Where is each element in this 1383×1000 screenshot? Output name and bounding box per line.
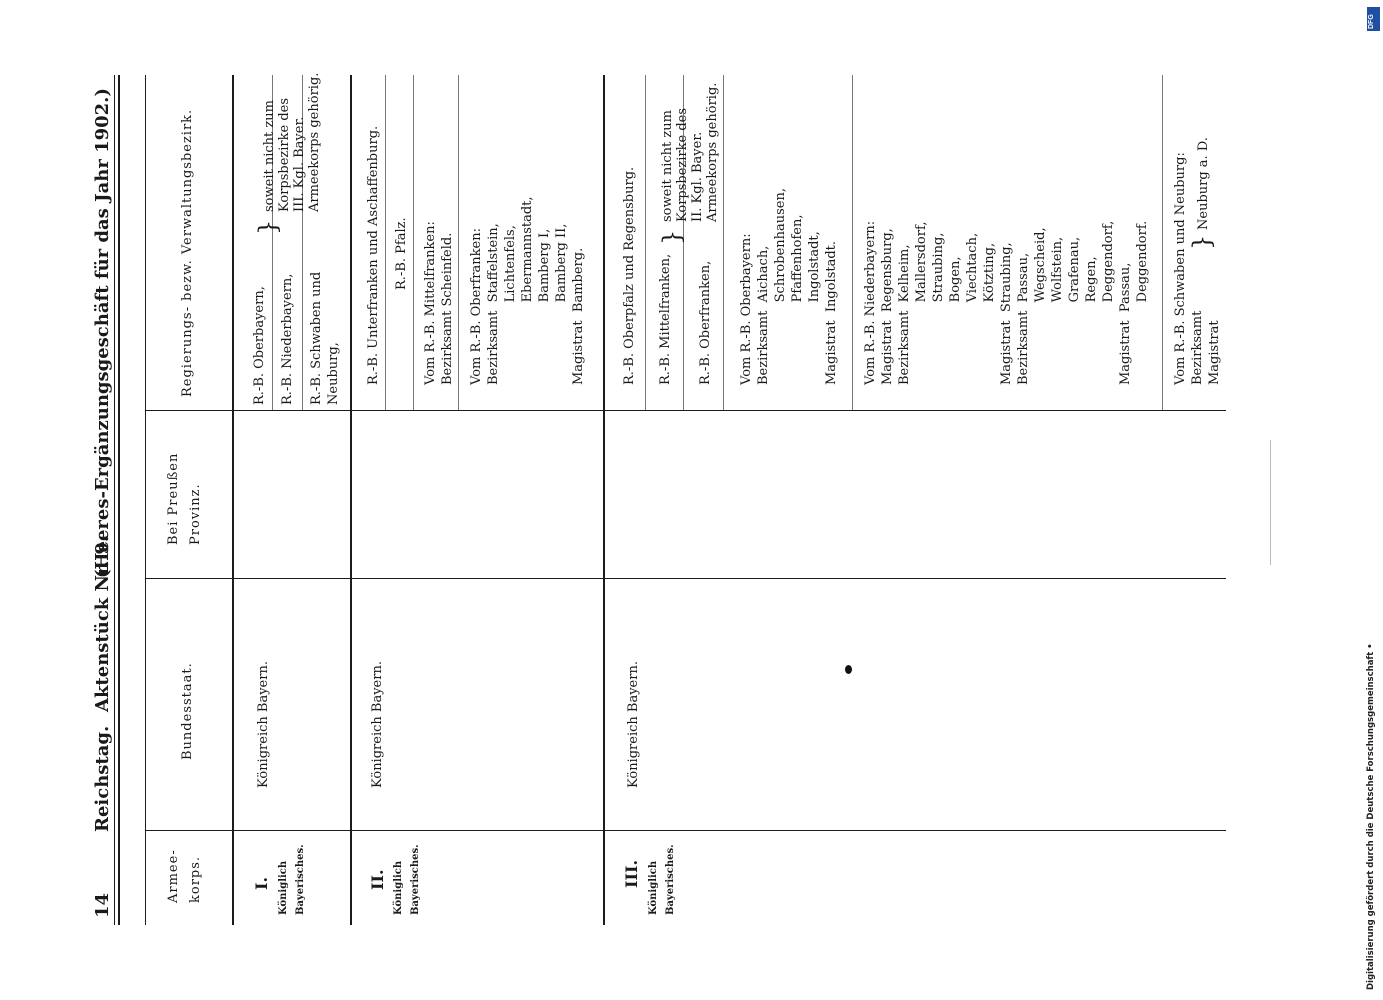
bezirk-entry: R.-B. Mittelfranken, — [658, 253, 673, 385]
dfg-logo — [1367, 7, 1380, 31]
table-top-rule-2 — [118, 75, 120, 925]
bezirk-entry: R.-B. Schwaben und Neuburg, — [309, 271, 341, 405]
bezirk-entry: Vom R.-B. Niederbayern: Magistrat Regensburg, Bezirksamt Kelheim, Mallersdorf, Straubing, Bogen, Viechtach, Kötzting, Magistrat Straubing, Bezirksamt Passau, Wegscheid, Wolfstein, Grafenau, Regen, Deggendorf, Magistrat Passau, Deggendorf. — [863, 220, 1150, 385]
bezirk-entry: R.-B. Pfalz. — [394, 217, 409, 290]
state-name: Königreich Bayern. — [626, 661, 641, 788]
page-number: 14 — [92, 892, 113, 918]
bezirk-entry: R.-B. Oberfranken, — [698, 260, 713, 385]
bezirk-entry: R.-B. Oberpfalz und Regensburg. — [622, 166, 637, 385]
state-name: Königreich Bayern. — [256, 661, 271, 788]
col-divider-bezirk — [146, 410, 1226, 411]
digitization-note: Digitalisierung gefördert durch die Deutsche Forschungsgemeinschaft • — [1366, 643, 1376, 990]
sub-rule-2a — [385, 75, 386, 410]
corps-subtitle: Königlich Bayerisches. — [393, 844, 421, 915]
corps-numeral: III. — [622, 859, 641, 888]
brace: } — [1188, 234, 1216, 250]
header-bundesstaat: Bundesstaat. — [180, 662, 195, 760]
running-head-mid: Aktenstück Nr. 9. — [92, 535, 113, 712]
sub-rule-3e — [1162, 75, 1163, 410]
bezirk-entry: Vom R.-B. Oberfranken: Bezirksamt Staffelstein, Lichtenfels, Ebermannstadt, Bamberg I, Bamberg II, Magistrat Bamberg. — [469, 196, 586, 385]
corps-numeral: II. — [368, 869, 387, 890]
state-name: Königreich Bayern. — [370, 661, 385, 788]
running-head-right: (Heeres-Ergänzungsgeschäft für das Jahr 1902.) — [92, 88, 113, 578]
corps-numeral: I. — [252, 876, 271, 890]
sub-rule-2c — [458, 75, 459, 410]
brace: } — [254, 219, 282, 235]
faint-rule — [1270, 440, 1271, 565]
bezirk-note: soweit nicht zum Korpsbezirke des III. Kgl. Bayer. Armeekorps gehörig. — [262, 72, 322, 212]
bezirk-entry: R.-B. Oberbayern, — [252, 286, 267, 405]
sub-rule-2b — [413, 75, 414, 410]
bezirk-entry: R.-B. Niederbayern, — [280, 273, 295, 405]
col-divider-bundesstaat — [146, 830, 1226, 831]
bezirk-note: soweit nicht zum Korpsbezirke des II. Kgl. Bayer. Armeekorps gehörig. — [660, 82, 720, 222]
sub-rule-3c — [723, 75, 724, 410]
bezirk-entry: Vom R.-B. Mittelfranken: Bezirksamt Scheinfeld. — [423, 221, 455, 385]
ink-spot — [845, 665, 852, 674]
row-divider-1 — [350, 75, 352, 925]
header-rule-bottom — [232, 75, 234, 925]
running-head-left: Reichstag. — [92, 725, 113, 832]
col-divider-provinz — [146, 578, 1226, 579]
brace: } — [658, 229, 686, 245]
bezirk-entry: Vom R.-B. Schwaben und Neuburg: Bezirksamt Magistrat — [1173, 152, 1222, 385]
header-provinz: Bei Preußen Provinz. — [166, 452, 203, 545]
header-bezirk: Regierungs- bezw. Verwaltungsbezirk. — [180, 108, 195, 397]
bezirk-entry: Vom R.-B. Oberbayern: Bezirksamt Aichach, Schrobenhausen, Pfaffenhofen, Ingolstadt, Magistrat Ingolstadt. — [739, 188, 839, 385]
bezirk-entry: R.-B. Unterfranken und Aschaffenburg. — [366, 125, 381, 385]
sub-rule-3a — [645, 75, 646, 410]
header-rule-top — [145, 75, 146, 925]
corps-subtitle: Königlich Bayerisches. — [648, 844, 676, 915]
sub-rule-3d — [852, 75, 853, 410]
row-divider-2 — [603, 75, 605, 925]
dfg-logo-text: DFG — [1368, 14, 1375, 29]
corps-subtitle: Königlich Bayerisches. — [278, 844, 306, 915]
neuburg-entry: Neuburg a. D. — [1196, 137, 1211, 230]
table-top-rule — [114, 75, 115, 925]
header-armeekorps: Armee- korps. — [166, 849, 203, 903]
